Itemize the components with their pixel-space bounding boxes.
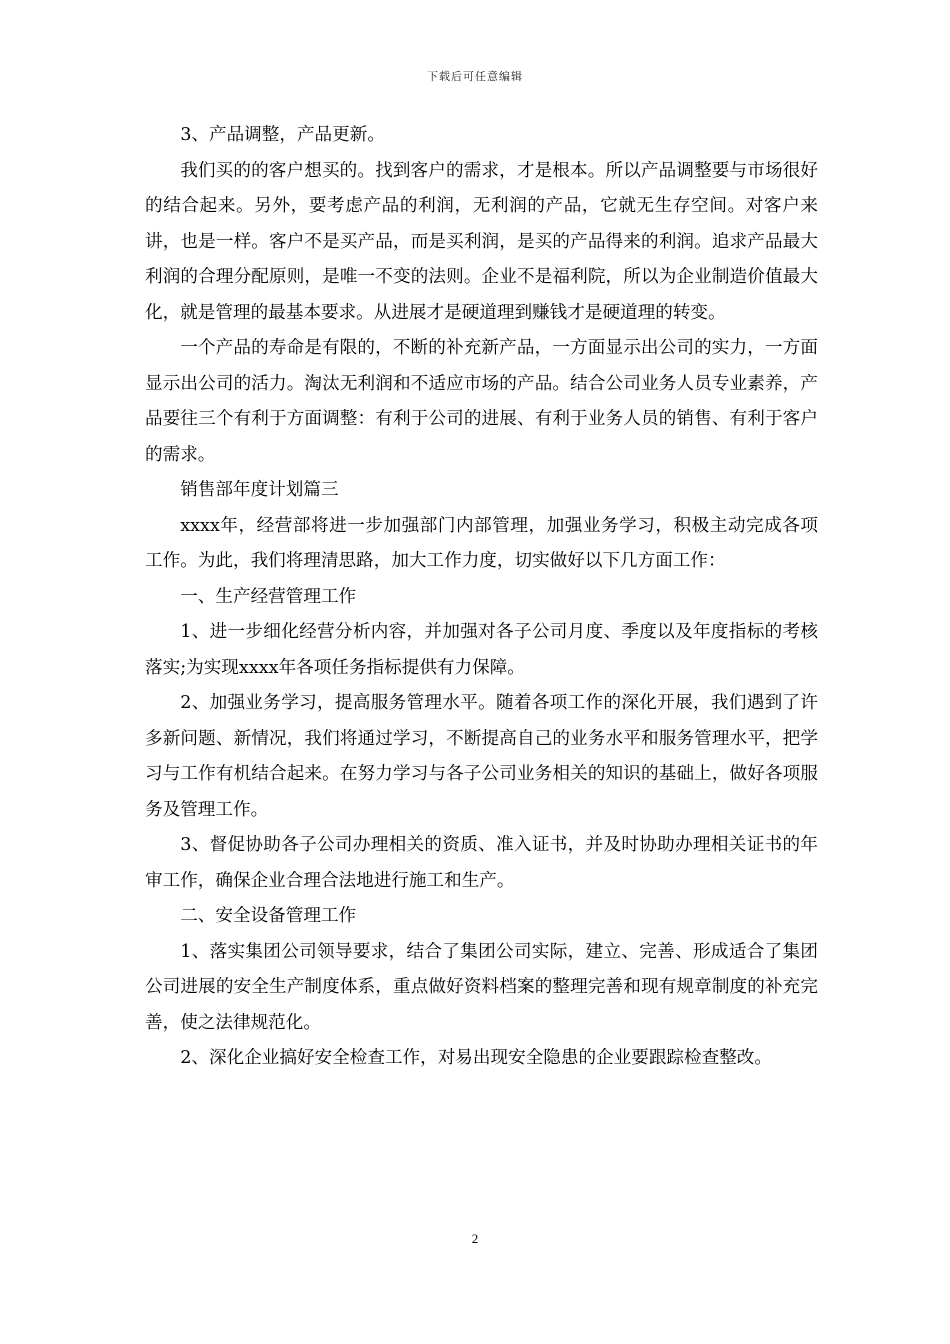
paragraph: 2、深化企业搞好安全检查工作，对易出现安全隐患的企业要跟踪检查整改。 xyxy=(180,1048,772,1068)
page-header: 下载后可任意编辑 xyxy=(427,70,523,83)
paragraph: 3、督促协助各子公司办理相关的资质、准入证书，并及时协助办理相关证书的年审工作，确保企业合理合法地进行施工和生产。 xyxy=(145,835,818,891)
paragraph: 3、产品调整，产品更新。 xyxy=(180,125,385,145)
paragraph: 2、加强业务学习，提高服务管理水平。随着各项工作的深化开展，我们遇到了许多新问题、新情况，我们将通过学习，不断提高自己的业务水平和服务管理水平，把学习与工作有机结合起来。在努力学习与各子公司业务相关的知识的基础上，做好各项服务及管理工作。 xyxy=(145,693,818,820)
document-body xyxy=(145,118,818,1077)
paragraph: 1、进一步细化经营分析内容，并加强对各子公司月度、季度以及年度指标的考核落实;为实现xxxx年各项任务指标提供有力保障。 xyxy=(145,622,818,678)
page-number: 2 xyxy=(471,1231,479,1246)
paragraph: 1、落实集团公司领导要求，结合了集团公司实际，建立、完善、形成适合了集团公司进展的安全生产制度体系，重点做好资料档案的整理完善和现有规章制度的补充完善，使之法律规范化。 xyxy=(145,941,818,1033)
paragraph: 我们买的的客户想买的。找到客户的需求，才是根本。所以产品调整要与市场很好的结合起来。另外，要考虑产品的利润，无利润的产品，它就无生存空间。对客户来讲，也是一样。客户不是买产品，而是买利润，是买的产品得来的利润。追求产品最大利润的合理分配原则，是唯一不变的法则。企业不是福利院，所以为企业制造价值最大化，就是管理的最基本要求。从进展才是硬道理到赚钱才是硬道理的转变。 xyxy=(145,160,818,323)
paragraph: xxxx年，经营部将进一步加强部门内部管理，加强业务学习，积极主动完成各项工作。为此，我们将理清思路，加大工作力度，切实做好以下几方面工作： xyxy=(145,515,818,571)
section-heading: 一、生产经营管理工作 xyxy=(180,586,357,607)
section-heading: 二、安全设备管理工作 xyxy=(180,906,357,926)
section-title: 销售部年度计划篇三 xyxy=(180,480,339,500)
paragraph: 一个产品的寿命是有限的，不断的补充新产品，一方面显示出公司的实力，一方面显示出公司的活力。淘汰无利润和不适应市场的产品。结合公司业务人员专业素养，产品要往三个有利于方面调整：有利于公司的进展、有利于业务人员的销售、有利于客户的需求。 xyxy=(145,338,818,465)
